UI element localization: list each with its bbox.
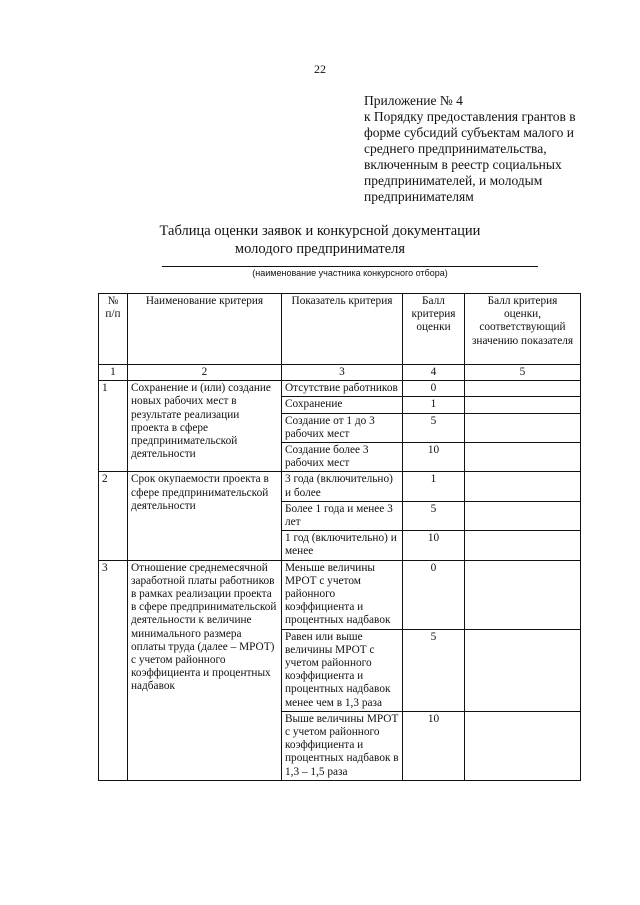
score-value-cell (465, 531, 581, 560)
indicator-score: 5 (403, 629, 465, 711)
page-number: 22 (314, 62, 326, 76)
indicator-score: 1 (403, 397, 465, 413)
header-criterion: Наименование критерия (128, 294, 282, 365)
header-score-value: Балл критерия оценки, соответствующий значению показателя (465, 294, 581, 365)
indicator-score: 0 (403, 381, 465, 397)
appendix-line: предпринимателей, и молодым (364, 173, 543, 188)
score-value-cell (465, 381, 581, 397)
indicator-text: Меньше величины МРОТ с учетом районного коэффициента и процентных надбавок (282, 560, 403, 629)
score-value-cell (465, 413, 581, 442)
indicator-score: 1 (403, 472, 465, 501)
score-value-cell (465, 472, 581, 501)
score-value-cell (465, 629, 581, 711)
index-cell: 3 (282, 365, 403, 381)
criterion-name: Отношение среднемесячной заработной платы работников в рамках реализации проекта в сфере предпринимательской деятельности к величине минимального размера оплаты труда (далее – МРОТ) с учетом районного коэффициента и процентных надбавок (128, 560, 282, 780)
indicator-text: Более 1 года и менее 3 лет (282, 501, 403, 530)
indicator-text: Создание более 3 рабочих мест (282, 443, 403, 472)
index-cell: 1 (99, 365, 128, 381)
indicator-score: 0 (403, 560, 465, 629)
score-value-cell (465, 501, 581, 530)
index-cell: 5 (465, 365, 581, 381)
header-num: № п/п (99, 294, 128, 365)
evaluation-table (98, 293, 581, 781)
indicator-score: 5 (403, 413, 465, 442)
indicator-text: Равен или выше величины МРОТ с учетом районного коэффициента и процентных надбавок менее чем в 1,3 раза (282, 629, 403, 711)
criterion-num: 1 (99, 381, 128, 472)
table-row (99, 560, 581, 629)
indicator-score: 10 (403, 443, 465, 472)
score-value-cell (465, 711, 581, 780)
column-index-row (99, 365, 581, 381)
table-header-row (99, 294, 581, 365)
indicator-text: Сохранение (282, 397, 403, 413)
criterion-name: Сохранение и (или) создание новых рабочих мест в результате реализации проекта в сфере предпринимательской деятельности (128, 381, 282, 472)
criterion-num: 2 (99, 472, 128, 560)
appendix-line: к Порядку предоставления грантов в (364, 109, 576, 124)
indicator-score: 5 (403, 501, 465, 530)
appendix-line: Приложение № 4 (364, 93, 463, 108)
table-row (99, 381, 581, 397)
index-cell: 4 (403, 365, 465, 381)
title-line-2: молодого предпринимателя (234, 241, 406, 257)
appendix-line: форме субсидий субъектам малого и (364, 125, 574, 140)
header-indicator: Показатель критерия (282, 294, 403, 365)
appendix-line: включенным в реестр социальных (364, 157, 562, 172)
score-value-cell (465, 443, 581, 472)
score-value-cell (465, 560, 581, 629)
score-value-cell (465, 397, 581, 413)
participant-name-line (162, 266, 538, 267)
header-score: Балл критерия оценки (403, 294, 465, 365)
indicator-text: Создание от 1 до 3 рабочих мест (282, 413, 403, 442)
indicator-text: 1 год (включительно) и менее (282, 531, 403, 560)
criterion-name: Срок окупаемости проекта в сфере предпринимательской деятельности (128, 472, 282, 560)
participant-name-caption: (наименование участника конкурсного отбора) (252, 268, 448, 278)
index-cell: 2 (128, 365, 282, 381)
indicator-text: Выше величины МРОТ с учетом районного коэффициента и процентных надбавок в 1,3 – 1,5 раза (282, 711, 403, 780)
indicator-text: Отсутствие работников (282, 381, 403, 397)
appendix-block (364, 93, 604, 205)
indicator-text: 3 года (включительно) и более (282, 472, 403, 501)
table-row (99, 472, 581, 501)
appendix-line: предпринимателям (364, 189, 474, 204)
title-line-1: Таблица оценки заявок и конкурсной документации (159, 223, 481, 239)
criterion-num: 3 (99, 560, 128, 780)
appendix-line: среднего предпринимательства, (364, 141, 547, 156)
indicator-score: 10 (403, 711, 465, 780)
indicator-score: 10 (403, 531, 465, 560)
document-title (100, 222, 540, 258)
